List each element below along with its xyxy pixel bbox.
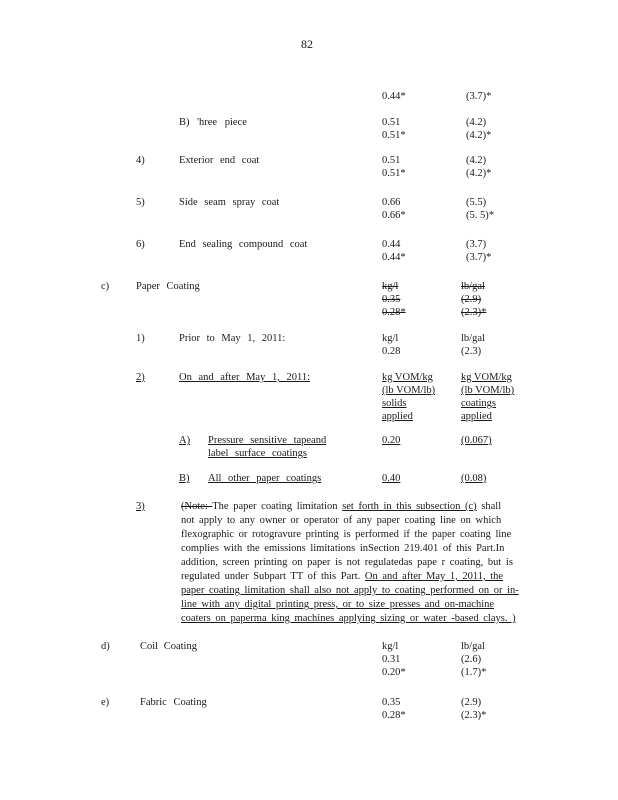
value-kg: 0.44*	[382, 91, 406, 102]
end-sealing-label: End sealing compound coat	[179, 239, 308, 250]
all-other-paper-label: All other paper coatings	[208, 473, 322, 484]
three-piece-label: B) 'hree piece	[179, 117, 247, 128]
unit-kg: kg/l	[382, 333, 399, 344]
item-number: 3)	[136, 501, 145, 512]
value-kg: 0.51	[382, 117, 401, 128]
note-struck-text: (Note:	[181, 501, 213, 512]
unit-header: (lb VOM/lb)	[382, 385, 436, 396]
note-line-6	[181, 570, 503, 583]
value-lb: (1.7)*	[461, 667, 487, 678]
value-kg: 0.40	[382, 473, 401, 484]
item-number: 4)	[136, 155, 145, 166]
on-after-may-label: On and after May 1, 2011:	[179, 372, 310, 383]
note-underlined-text: On and after May 1, 2011, the	[364, 571, 504, 582]
unit-lb: lb/gal	[461, 641, 485, 652]
value-kg: 0.20	[382, 435, 401, 446]
note-line-7: paper coating limitation shall also not apply to coating performed on or in-	[181, 585, 519, 596]
coil-coating-heading: Coil Coating	[140, 641, 197, 652]
struck-value: 0.28*	[382, 307, 406, 318]
unit-header: (lb VOM/lb)	[461, 385, 515, 396]
note-line-5: addition, screen printing on paper is not regulatedas pape r coating, but is	[181, 557, 513, 568]
value-kg: 0.31	[382, 654, 401, 665]
struck-value: (2.3)*	[461, 307, 487, 318]
value-lb: (4.2)*	[466, 168, 492, 179]
item-number: 2)	[136, 372, 145, 383]
value-kg: 0.66	[382, 197, 401, 208]
pressure-sensitive-label: label surface coatings	[208, 448, 307, 459]
value-lb: (3.7)*	[466, 252, 492, 263]
value-lb: (4.2)	[466, 155, 487, 166]
value-kg: 0.28	[382, 346, 401, 357]
note-line-9: coaters on paperma king machines applying sizing or water -based clays. )	[181, 613, 516, 624]
pressure-sensitive-label: Pressure sensitive tapeand	[208, 435, 327, 446]
item-number: 6)	[136, 239, 145, 250]
value-kg: 0.66*	[382, 210, 406, 221]
struck-unit: kg/l	[382, 281, 399, 292]
note-text: The paper coating limitation	[212, 501, 343, 512]
struck-unit: lb/gal	[461, 281, 485, 292]
struck-value: 0.35	[382, 294, 401, 305]
value-kg: 0.20*	[382, 667, 406, 678]
unit-header: solids	[382, 398, 407, 409]
unit-kg: kg/l	[382, 641, 399, 652]
page-number: 82	[301, 37, 313, 51]
value-lb: (2.3)*	[461, 710, 487, 721]
item-number: 5)	[136, 197, 145, 208]
value-kg: 0.28*	[382, 710, 406, 721]
note-underlined-text: set forth in this subsection (c)	[342, 501, 477, 512]
struck-value: (2.9)	[461, 294, 482, 305]
value-lb: (2.6)	[461, 654, 482, 665]
note-line-8: line with any digital printing press, or to size presses and on-machine	[181, 599, 495, 610]
note-line-2: not apply to any owner or operator of any paper coating line on which	[181, 515, 502, 526]
section-letter: d)	[101, 641, 110, 652]
unit-header: applied	[382, 411, 413, 422]
value-lb: (3.7)*	[466, 91, 492, 102]
value-lb: (0.08)	[461, 473, 487, 484]
section-letter: c)	[101, 281, 110, 292]
value-kg: 0.44*	[382, 252, 406, 263]
subitem-letter: B)	[179, 473, 190, 484]
unit-header: applied	[461, 411, 492, 422]
note-line-3: flexographic or rotogravure printing is performed if the paper coating line	[181, 529, 512, 540]
prior-may-label: Prior to May 1, 2011:	[179, 333, 286, 344]
side-seam-spray-label: Side seam spray coat	[179, 197, 280, 208]
value-kg: 0.51	[382, 155, 401, 166]
value-kg: 0.35	[382, 697, 401, 708]
unit-header: coatings	[461, 398, 496, 409]
value-lb: (2.9)	[461, 697, 482, 708]
note-line-4: complies with the emissions limitations inSection 219.401 of this Part.In	[181, 543, 505, 554]
value-lb: (2.3)	[461, 346, 482, 357]
value-kg: 0.51*	[382, 130, 406, 141]
value-kg: 0.51*	[382, 168, 406, 179]
note-line-1	[181, 500, 501, 513]
value-kg: 0.44	[382, 239, 401, 250]
value-lb: (5. 5)*	[466, 210, 494, 221]
value-lb: (0.067)	[461, 435, 492, 446]
value-lb: (3.7)	[466, 239, 487, 250]
value-lb: (5.5)	[466, 197, 487, 208]
unit-header: kg VOM/kg	[461, 372, 512, 383]
unit-lb: lb/gal	[461, 333, 485, 344]
fabric-coating-heading: Fabric Coating	[140, 697, 207, 708]
item-number: 1)	[136, 333, 145, 344]
value-lb: (4.2)*	[466, 130, 492, 141]
note-text: shall	[476, 501, 502, 512]
value-lb: (4.2)	[466, 117, 487, 128]
paper-coating-heading: Paper Coating	[136, 281, 200, 292]
unit-header: kg VOM/kg	[382, 372, 433, 383]
exterior-end-coat-label: Exterior end coat	[179, 155, 260, 166]
section-letter: e)	[101, 697, 110, 708]
subitem-letter: A)	[179, 435, 191, 446]
note-text: regulated under Subpart TT of this Part.	[181, 571, 365, 582]
